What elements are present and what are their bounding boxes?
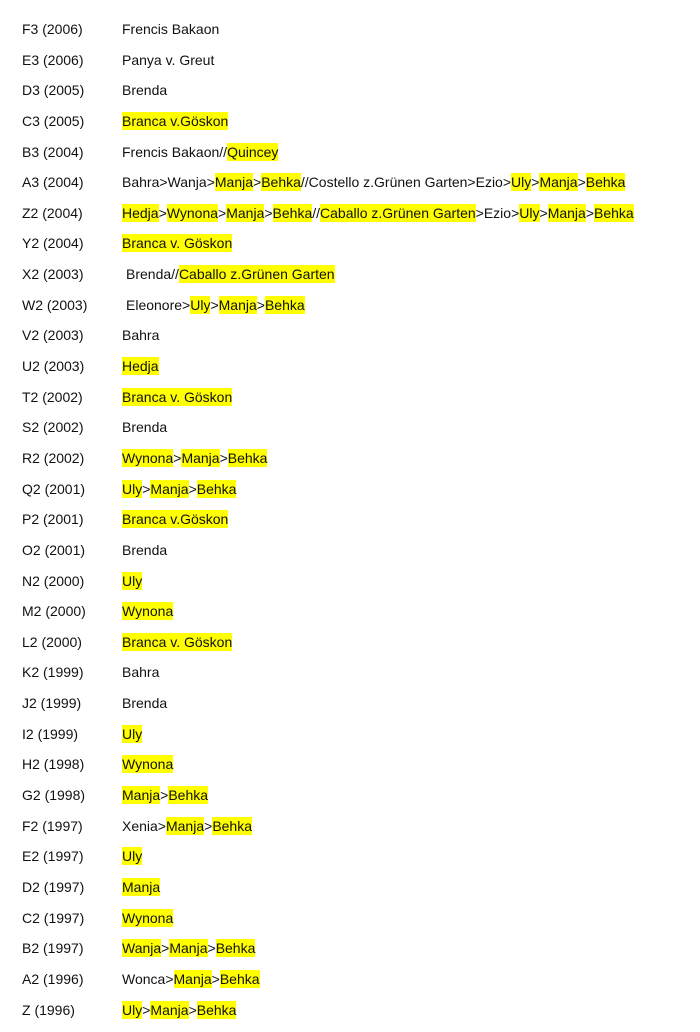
litter-code: V2 (2003) bbox=[22, 327, 84, 344]
lineage-segment: Frencis Bakaon// bbox=[122, 143, 228, 160]
lineage-text bbox=[122, 535, 167, 566]
litter-code: N2 (2000) bbox=[22, 572, 85, 589]
lineage-segment: // bbox=[312, 204, 321, 221]
lineage-segment: Bahra bbox=[122, 327, 160, 344]
lineage-segment: > bbox=[173, 449, 182, 466]
lineage-segment: > bbox=[577, 174, 586, 191]
litter-row bbox=[0, 351, 700, 382]
lineage-text bbox=[122, 872, 160, 903]
lineage-text bbox=[122, 351, 159, 382]
lineage-segment: Brenda// bbox=[126, 266, 179, 283]
litter-row bbox=[0, 320, 700, 351]
lineage-segment: Xenia> bbox=[122, 817, 166, 834]
lineage-text bbox=[122, 566, 142, 597]
litter-row bbox=[0, 14, 700, 45]
highlighted-name: Behka bbox=[168, 787, 209, 804]
litter-code: Y2 (2004) bbox=[22, 235, 84, 252]
lineage-segment: > bbox=[210, 296, 219, 313]
lineage-segment: > bbox=[188, 480, 197, 497]
lineage-segment: Bahra>Wanja> bbox=[122, 174, 215, 191]
highlighted-name: Manja bbox=[122, 878, 161, 895]
lineage-segment: > bbox=[218, 204, 227, 221]
litter-row bbox=[0, 290, 700, 321]
highlighted-name: Wynona bbox=[122, 756, 174, 773]
lineage-text bbox=[122, 933, 255, 964]
lineage-segment: > bbox=[160, 787, 169, 804]
highlighted-name: Wynona bbox=[122, 909, 174, 926]
highlighted-name: Manja bbox=[539, 174, 578, 191]
litter-code: I2 (1999) bbox=[22, 725, 79, 742]
litter-row bbox=[0, 382, 700, 413]
lineage-text bbox=[122, 137, 278, 168]
litter-code: P2 (2001) bbox=[22, 511, 84, 528]
litter-code: L2 (2000) bbox=[22, 633, 82, 650]
highlighted-name: Uly bbox=[519, 204, 540, 221]
highlighted-name: Manja bbox=[173, 970, 212, 987]
lineage-text bbox=[122, 841, 142, 872]
lineage-text bbox=[122, 995, 236, 1026]
litter-code: A3 (2004) bbox=[22, 174, 84, 191]
litter-code: Z (1996) bbox=[22, 1001, 75, 1018]
highlighted-name: Manja bbox=[214, 174, 254, 191]
litter-code: O2 (2001) bbox=[22, 541, 86, 558]
highlighted-name: Manja bbox=[547, 204, 586, 221]
lineage-text bbox=[122, 198, 634, 229]
litter-code: E3 (2006) bbox=[22, 51, 84, 68]
highlighted-name: Uly bbox=[122, 1001, 143, 1018]
lineage-text bbox=[126, 259, 335, 290]
litter-row bbox=[0, 933, 700, 964]
highlighted-name: Behka bbox=[219, 970, 260, 987]
lineage-text bbox=[122, 412, 167, 443]
litter-row bbox=[0, 443, 700, 474]
lineage-text bbox=[122, 964, 260, 995]
highlighted-name: Wynona bbox=[166, 204, 219, 221]
highlighted-name: Caballo z.Grünen Garten bbox=[320, 204, 476, 221]
lineage-segment: Panya v. Greut bbox=[122, 51, 215, 68]
litter-row bbox=[0, 688, 700, 719]
litter-list bbox=[0, 14, 700, 1025]
highlighted-name: Uly bbox=[122, 480, 143, 497]
highlighted-name: Branca v. Göskon bbox=[122, 388, 233, 405]
litter-code: X2 (2003) bbox=[22, 266, 84, 283]
lineage-segment: Brenda bbox=[122, 419, 168, 436]
litter-row bbox=[0, 75, 700, 106]
highlighted-name: Branca v.Göskon bbox=[122, 112, 229, 129]
litter-row bbox=[0, 627, 700, 658]
litter-code: Z2 (2004) bbox=[22, 204, 83, 221]
highlighted-name: Uly bbox=[122, 725, 143, 742]
highlighted-name: Uly bbox=[122, 572, 143, 589]
litter-code: H2 (1998) bbox=[22, 756, 85, 773]
litter-row bbox=[0, 749, 700, 780]
lineage-text bbox=[122, 14, 219, 45]
litter-row bbox=[0, 504, 700, 535]
litter-row bbox=[0, 474, 700, 505]
lineage-segment: > bbox=[219, 449, 228, 466]
highlighted-name: Uly bbox=[190, 296, 211, 313]
highlighted-name: Manja bbox=[150, 1001, 189, 1018]
lineage-text bbox=[122, 811, 252, 842]
lineage-text bbox=[122, 228, 232, 259]
litter-row bbox=[0, 566, 700, 597]
lineage-text bbox=[122, 504, 228, 535]
highlighted-name: Hedja bbox=[122, 358, 159, 375]
lineage-segment: > bbox=[142, 1001, 151, 1018]
highlighted-name: Branca v.Göskon bbox=[122, 511, 229, 528]
litter-code: M2 (2000) bbox=[22, 603, 86, 620]
lineage-text bbox=[122, 382, 232, 413]
highlighted-name: Manja bbox=[181, 449, 220, 466]
highlighted-name: Quincey bbox=[227, 143, 279, 160]
lineage-segment: > bbox=[142, 480, 151, 497]
litter-code: R2 (2002) bbox=[22, 449, 85, 466]
lineage-segment: > bbox=[161, 940, 170, 957]
highlighted-name: Behka bbox=[215, 940, 256, 957]
highlighted-name: Manja bbox=[165, 817, 205, 834]
lineage-text bbox=[122, 167, 625, 198]
litter-row bbox=[0, 719, 700, 750]
litter-code: J2 (1999) bbox=[22, 695, 82, 712]
lineage-segment: Eleonore> bbox=[126, 296, 191, 313]
lineage-text bbox=[122, 75, 167, 106]
litter-row bbox=[0, 964, 700, 995]
highlighted-name: Behka bbox=[272, 204, 313, 221]
lineage-text bbox=[126, 290, 305, 321]
litter-code: W2 (2003) bbox=[22, 296, 88, 313]
highlighted-name: Uly bbox=[511, 174, 532, 191]
litter-code: U2 (2003) bbox=[22, 358, 85, 375]
litter-code: S2 (2002) bbox=[22, 419, 84, 436]
litter-code: D3 (2005) bbox=[22, 82, 85, 99]
highlighted-name: Hedja bbox=[122, 204, 159, 221]
litter-code: B3 (2004) bbox=[22, 143, 84, 160]
litter-row bbox=[0, 535, 700, 566]
highlighted-name: Behka bbox=[227, 449, 268, 466]
lineage-segment: Frencis Bakaon bbox=[122, 21, 220, 37]
highlighted-name: Branca v. Göskon bbox=[122, 633, 233, 650]
lineage-segment: > bbox=[204, 817, 213, 834]
litter-code: C2 (1997) bbox=[22, 909, 85, 926]
litter-row bbox=[0, 903, 700, 934]
litter-code: T2 (2002) bbox=[22, 388, 83, 405]
litter-row bbox=[0, 657, 700, 688]
litter-code: A2 (1996) bbox=[22, 970, 84, 987]
lineage-text bbox=[122, 443, 267, 474]
litter-row bbox=[0, 841, 700, 872]
lineage-segment: //Costello z.Grünen Garten>Ezio> bbox=[300, 174, 512, 191]
litter-code: K2 (1999) bbox=[22, 664, 84, 681]
litter-row bbox=[0, 995, 700, 1026]
litter-row bbox=[0, 780, 700, 811]
litter-code: F2 (1997) bbox=[22, 817, 83, 834]
litter-code: E2 (1997) bbox=[22, 848, 84, 865]
lineage-segment: > bbox=[531, 174, 540, 191]
lineage-text bbox=[122, 903, 173, 934]
lineage-text bbox=[122, 45, 214, 76]
highlighted-name: Behka bbox=[585, 174, 626, 191]
highlighted-name: Wynona bbox=[122, 603, 174, 620]
lineage-segment: > bbox=[211, 970, 220, 987]
litter-code: B2 (1997) bbox=[22, 940, 84, 957]
lineage-text bbox=[122, 474, 236, 505]
litter-row bbox=[0, 811, 700, 842]
lineage-text bbox=[122, 106, 228, 137]
lineage-text bbox=[122, 320, 159, 351]
litter-row bbox=[0, 137, 700, 168]
litter-row bbox=[0, 198, 700, 229]
lineage-segment: Wonca> bbox=[122, 970, 174, 987]
highlighted-name: Wynona bbox=[122, 449, 174, 466]
lineage-segment: > bbox=[539, 204, 548, 221]
litter-row bbox=[0, 596, 700, 627]
lineage-segment: >Ezio> bbox=[475, 204, 520, 221]
litter-code: Q2 (2001) bbox=[22, 480, 86, 497]
highlighted-name: Behka bbox=[212, 817, 253, 834]
highlighted-name: Uly bbox=[122, 848, 143, 865]
lineage-segment: > bbox=[256, 296, 265, 313]
litter-row bbox=[0, 872, 700, 903]
highlighted-name: Manja bbox=[150, 480, 189, 497]
litter-row bbox=[0, 259, 700, 290]
litter-code: F3 (2006) bbox=[22, 21, 83, 37]
highlighted-name: Behka bbox=[264, 296, 305, 313]
lineage-segment: > bbox=[207, 940, 216, 957]
highlighted-name: Behka bbox=[261, 174, 301, 191]
lineage-text bbox=[122, 657, 159, 688]
lineage-segment: Brenda bbox=[122, 541, 168, 558]
litter-code: D2 (1997) bbox=[22, 878, 85, 895]
litter-row bbox=[0, 228, 700, 259]
highlighted-name: Manja bbox=[218, 296, 257, 313]
highlighted-name: Manja bbox=[226, 204, 265, 221]
lineage-segment: > bbox=[253, 174, 262, 191]
highlighted-name: Manja bbox=[169, 940, 208, 957]
litter-row bbox=[0, 45, 700, 76]
lineage-segment: > bbox=[158, 204, 167, 221]
lineage-text bbox=[122, 688, 167, 719]
lineage-text bbox=[122, 596, 173, 627]
lineage-segment: > bbox=[188, 1001, 197, 1018]
litter-row bbox=[0, 167, 700, 198]
highlighted-name: Behka bbox=[594, 204, 634, 221]
litter-code: C3 (2005) bbox=[22, 112, 85, 129]
lineage-segment: Brenda bbox=[122, 695, 168, 712]
highlighted-name: Wanja bbox=[122, 940, 162, 957]
litter-row bbox=[0, 412, 700, 443]
highlighted-name: Behka bbox=[196, 480, 237, 497]
lineage-segment: > bbox=[585, 204, 595, 221]
lineage-text bbox=[122, 719, 142, 750]
highlighted-name: Branca v. Göskon bbox=[122, 235, 233, 252]
lineage-text bbox=[122, 780, 208, 811]
highlighted-name: Manja bbox=[122, 787, 161, 804]
lineage-segment: Bahra bbox=[122, 664, 160, 681]
lineage-text bbox=[122, 749, 173, 780]
highlighted-name: Caballo z.Grünen Garten bbox=[178, 266, 335, 283]
litter-row bbox=[0, 106, 700, 137]
lineage-segment: Brenda bbox=[122, 82, 168, 99]
lineage-text bbox=[122, 627, 232, 658]
lineage-segment: > bbox=[264, 204, 273, 221]
highlighted-name: Behka bbox=[196, 1001, 237, 1018]
litter-code: G2 (1998) bbox=[22, 787, 86, 804]
